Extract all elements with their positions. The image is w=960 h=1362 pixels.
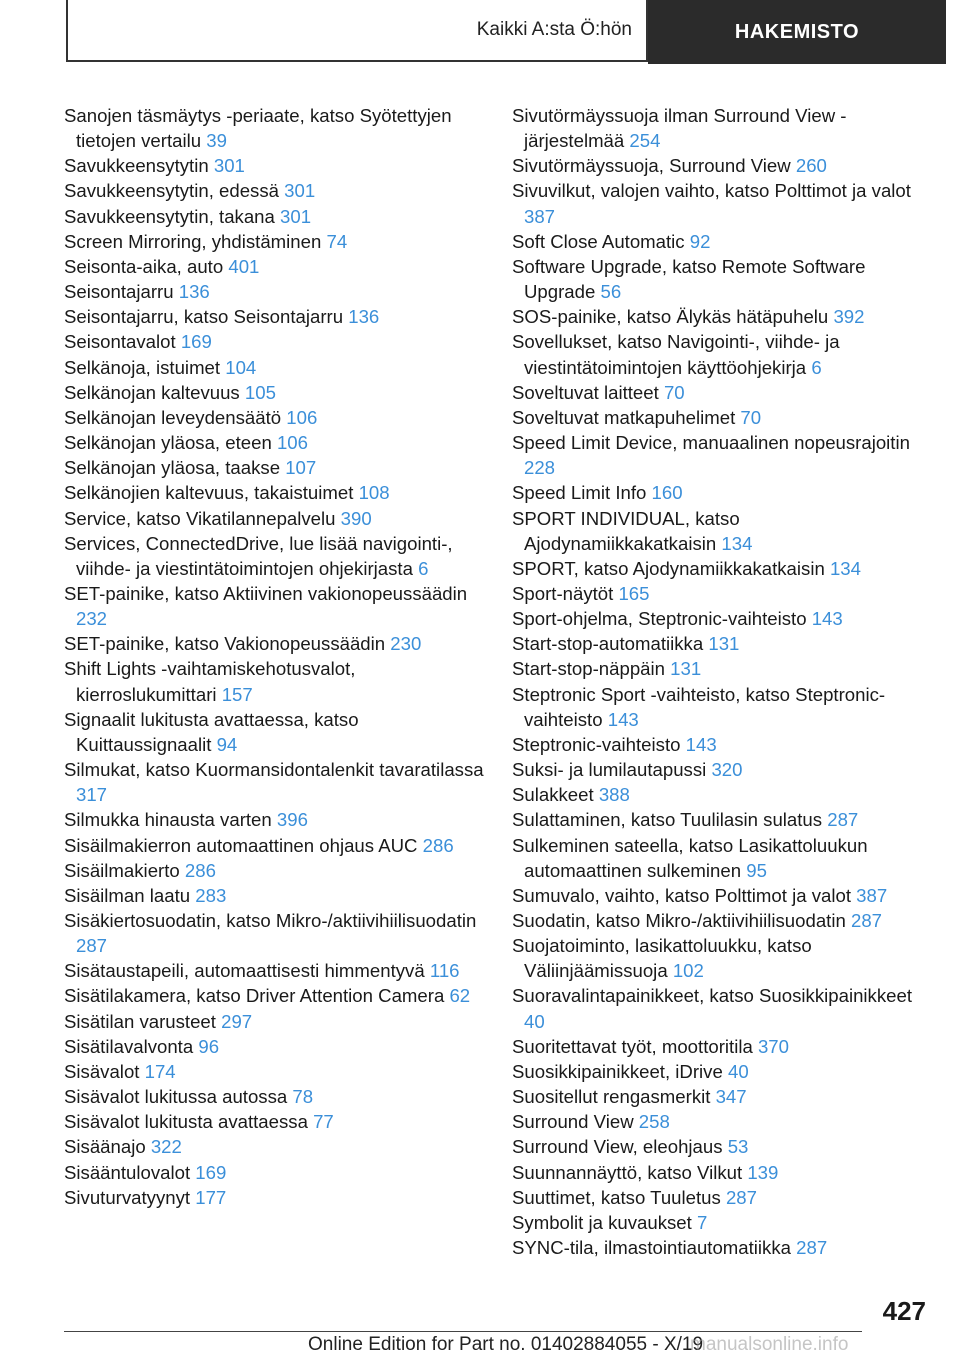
index-entry [64,506,484,531]
index-entry-term: Sivuturvatyynyt [64,1186,191,1208]
index-entry-term: Services, ConnectedDrive, lue lisää navigointi-, viihde- ja viestintätoimintojen ohjekirjasta [64,532,453,579]
index-entry [64,1034,484,1059]
index-entry-term: Software Upgrade, katso Remote Software Upgrade [512,255,866,303]
page-reference-link[interactable]: 134 [721,532,753,554]
index-entry [512,656,932,681]
index-entry [64,1084,484,1109]
index-entry [64,304,484,329]
index-entry-term: Sisätilavalvonta [64,1035,194,1057]
index-entry-term: Suoravalintapainikkeet, katso Suosikkipainikkeet [512,985,912,1007]
index-entry-term: Steptronic-vaihteisto [512,733,681,755]
index-entry [512,1210,932,1235]
index-entry [512,556,932,581]
index-entry-term: Sivuvilkut, valojen vaihto, katso Polttimot ja valot [512,180,911,202]
page-reference-link[interactable]: 70 [663,381,685,403]
page-reference-link[interactable]: 160 [651,482,683,504]
index-entry [512,103,932,153]
page-reference-link[interactable]: 77 [313,1111,334,1133]
index-entry [512,1109,932,1134]
page-reference-link[interactable]: 387 [856,884,888,906]
index-entry-term: SPORT, katso Ajodynamiikkakatkaisin [512,557,825,579]
index-entry [64,430,484,455]
index-entry [512,329,932,379]
page-reference-link[interactable]: 301 [213,155,245,177]
index-entry [512,1059,932,1084]
index-entry [512,833,932,883]
index-entry [512,229,932,254]
index-entry-term: Start-stop-automatiikka [512,633,704,655]
index-entry-term: Selkänojien kaltevuus, takaistuimet [64,482,354,504]
index-column-right [512,103,932,1260]
index-entry [512,682,932,732]
index-entry [64,833,484,858]
index-entry [512,506,932,556]
page-reference-link[interactable]: 136 [178,281,210,303]
page-reference-link[interactable]: 95 [746,859,767,881]
index-entry [64,883,484,908]
index-entry-term: Suksi- ja lumilautapussi [512,759,707,781]
index-column-left [64,103,484,1210]
index-entry-term: SOS-painike, katso Älykäs hätäpuhelu [512,306,829,328]
index-entry [512,304,932,329]
index-entry-term: Sovellukset, katso Navigointi-, viihde- ja viestintätoimintojen käyttöohjekirja [512,331,840,378]
page-reference-link[interactable]: 287 [76,935,108,957]
index-entry [64,1134,484,1159]
page-reference-link[interactable]: 39 [206,130,227,152]
index-entry [64,153,484,178]
page-reference-link[interactable]: 107 [285,457,317,479]
page-reference-link[interactable]: 78 [292,1086,314,1108]
tab-index[interactable]: HAKEMISTO [648,0,946,64]
page-reference-link[interactable]: 94 [216,733,238,755]
index-entry [512,908,932,933]
page-reference-link[interactable]: 260 [795,155,827,177]
page-reference-link[interactable]: 232 [76,608,108,630]
page-reference-link[interactable]: 131 [708,633,740,655]
page-reference-link[interactable]: 228 [524,457,556,479]
page-reference-link[interactable]: 390 [340,507,372,529]
page-reference-link[interactable]: 70 [740,406,762,428]
index-entry-term: Sisääntulovalot [64,1161,191,1183]
index-entry [512,631,932,656]
index-entry [512,883,932,908]
index-entry-term: Start-stop-näppäin [512,658,665,680]
index-entry [64,656,484,706]
index-entry [512,757,932,782]
index-entry-term: Seisontajarru, katso Seisontajarru [64,306,344,328]
page-reference-link[interactable]: 6 [418,557,429,579]
index-entry [512,1034,932,1059]
page-reference-link[interactable]: 169 [180,331,212,353]
index-entry [64,858,484,883]
page-reference-link[interactable]: 287 [827,809,859,831]
index-entry-term: Sisätilan varusteet [64,1010,216,1032]
index-entry [512,380,932,405]
index-entry-term: Service, katso Vikatilannepalvelu [64,507,336,529]
index-entry-term: Sport-näytöt [512,582,614,604]
page-reference-link[interactable]: 134 [829,557,861,579]
index-entry [64,455,484,480]
index-entry-term: SPORT INDIVIDUAL, katso Ajodynamiikkakatkaisin [512,507,740,554]
page-reference-link[interactable]: 139 [747,1161,779,1183]
page-reference-link[interactable]: 105 [244,381,276,403]
index-entry-term: SYNC-tila, ilmastointiautomatiikka [512,1237,791,1259]
index-entry-term: Soft Close Automatic [512,230,685,252]
index-entry [64,807,484,832]
tab-all-a-to-z[interactable]: Kaikki A:sta Ö:hön [66,0,648,62]
index-entry-term: Sulattaminen, katso Tuulilasin sulatus [512,809,823,831]
index-entry [64,983,484,1008]
index-entry-term: Soveltuvat matkapuhelimet [512,406,736,428]
header-tabs [66,0,946,64]
index-entry-term: Surround View [512,1111,634,1133]
page-reference-link[interactable]: 40 [728,1060,749,1082]
page-reference-link[interactable]: 283 [195,884,227,906]
page-reference-link[interactable]: 347 [715,1086,747,1108]
page-reference-link[interactable]: 56 [600,281,622,303]
index-entry-term: Savukkeensytytin [64,155,209,177]
index-entry-term: Sisäilmakierto [64,859,180,881]
index-entry [64,178,484,203]
page-reference-link[interactable]: 143 [607,708,639,730]
index-entry-term: Savukkeensytytin, takana [64,205,275,227]
page-reference-link[interactable]: 317 [76,784,108,806]
page-reference-link[interactable]: 320 [711,759,743,781]
index-entry [512,807,932,832]
index-entry-term: SET-painike, katso Aktiivinen vakionopeussäädin [64,582,468,604]
page-reference-link[interactable]: 254 [629,130,661,152]
index-entry-term: Sisävalot lukitussa autossa [64,1086,288,1108]
page-reference-link[interactable]: 401 [228,255,260,277]
page-reference-link[interactable]: 62 [449,985,471,1007]
page-reference-link[interactable]: 108 [358,482,390,504]
index-entry [512,1235,932,1260]
index-entry [64,631,484,656]
index-entry-term: Selkänojan yläosa, eteen [64,432,272,454]
index-entry-term: Sisäkiertosuodatin, katso Mikro-/aktiivihiilisuodatin [64,910,477,931]
index-entry-term: Suuttimet, katso Tuuletus [512,1186,721,1208]
index-entry-term: Sulkeminen sateella, katso Lasikattoluukun automaattinen sulkeminen [512,834,868,881]
index-entry [512,430,932,480]
index-entry [512,1134,932,1159]
page-reference-link[interactable]: 7 [697,1211,708,1233]
page-reference-link[interactable]: 396 [276,809,308,831]
index-entry [512,933,932,983]
index-entry-term: Savukkeensytytin, edessä [64,180,279,202]
index-entry-term: Sulakkeet [512,784,594,806]
index-entry [64,1009,484,1034]
page-reference-link[interactable]: 106 [276,432,308,454]
index-entry-term: Sport-ohjelma, Steptronic-vaihteisto [512,608,807,630]
index-entry [512,254,932,304]
index-entry-term: Seisontavalot [64,331,176,353]
index-entry-term: Suoritettavat työt, moottoritila [512,1035,753,1057]
page-reference-link[interactable]: 6 [811,356,822,378]
page-reference-link[interactable]: 165 [618,582,650,604]
index-entry-term: Suunnannäyttö, katso Vilkut [512,1161,743,1183]
index-entry-term: Suojatoiminto, lasikattoluukku, katso Väliinjäämissuoja [512,935,812,982]
page-reference-link[interactable]: 392 [833,306,865,328]
page-reference-link[interactable]: 287 [850,910,883,931]
index-entry [512,178,932,228]
index-entry-term: Sisävalot lukitusta avattaessa [64,1111,308,1133]
index-entry [64,279,484,304]
index-entry [64,229,484,254]
index-entry [512,1084,932,1109]
index-entry [64,254,484,279]
page-reference-link[interactable]: 169 [195,1161,227,1183]
index-entry [512,606,932,631]
index-entry-term: Suodatin, katso Mikro-/aktiivihiilisuodatin [512,910,846,931]
index-entry [64,581,484,631]
index-entry [512,405,932,430]
page-reference-link[interactable]: 287 [796,1237,828,1259]
page-reference-link[interactable]: 297 [221,1010,253,1032]
page-reference-link[interactable]: 230 [390,633,422,655]
index-entry-term: Signaalit lukitusta avattaessa, katso Kuittaussignaalit [64,708,359,755]
index-entry-term: Speed Limit Device, manuaalinen nopeusrajoitin [512,432,910,454]
index-entry-term: Steptronic Sport -vaihteisto, katso Steptronic-vaihteisto [512,683,886,730]
page-reference-link[interactable]: 388 [598,784,630,806]
page-reference-link[interactable]: 53 [727,1136,749,1158]
page-reference-link[interactable]: 92 [689,230,711,252]
index-entry [64,908,484,958]
index-entry [512,581,932,606]
index-entry-term: Silmukka hinausta varten [64,809,272,831]
page-reference-link[interactable]: 174 [144,1060,176,1082]
page-reference-link[interactable]: 143 [811,608,843,630]
index-entry [512,1185,932,1210]
page-reference-link[interactable]: 322 [150,1136,182,1158]
index-entry-term: Sisätilakamera, katso Driver Attention Camera [64,985,445,1007]
index-entry-term: Shift Lights -vaihtamiskehotusvalot, kierroslukumittari [64,658,356,705]
index-entry [64,103,484,153]
index-entry-term: Sisäilman laatu [64,884,191,906]
page-reference-link[interactable]: 106 [286,406,318,428]
index-entry [64,1160,484,1185]
page-reference-link[interactable]: 74 [326,230,348,252]
index-entry [64,531,484,581]
index-entry-term: Seisontajarru [64,281,174,303]
page-reference-link[interactable]: 104 [225,356,257,378]
page-reference-link[interactable]: 286 [184,859,216,881]
index-entry-term: Sivutörmäyssuoja ilman Surround View -järjestelmää [512,105,847,152]
footer-divider [64,1331,862,1332]
index-entry [512,480,932,505]
index-entry-term: Symbolit ja kuvaukset [512,1211,692,1233]
index-entry-term: Sisäänajo [64,1136,146,1158]
index-entry [64,1109,484,1134]
index-entry-term: Speed Limit Info [512,482,647,504]
index-entry [64,1185,484,1210]
page-reference-link[interactable]: 96 [198,1035,220,1057]
index-entry-term: Sanojen täsmäytys -periaate, katso Syötettyjen tietojen vertailu [64,105,452,152]
page-reference-link[interactable]: 301 [280,205,312,227]
index-entry-term: Selkänojan leveydensäätö [64,406,282,428]
page-reference-link[interactable]: 102 [672,960,704,982]
index-entry-term: Screen Mirroring, yhdistäminen [64,230,322,252]
page-reference-link[interactable]: 258 [638,1111,670,1133]
index-entry-term: Suositellut rengasmerkit [512,1086,711,1108]
index-entry [512,983,932,1033]
page-reference-link[interactable]: 286 [422,834,454,856]
page-reference-link[interactable]: 301 [284,180,316,202]
page-reference-link[interactable]: 131 [670,658,702,680]
index-entry [512,153,932,178]
page-reference-link[interactable]: 116 [429,960,460,982]
index-entry-term: Silmukat, katso Kuormansidontalenkit tavaratilassa [64,759,484,781]
watermark: manualsonline.info [690,1334,849,1355]
index-entry-term: Seisonta-aika, auto [64,255,224,277]
page-reference-link[interactable]: 143 [685,733,717,755]
index-entry [512,782,932,807]
page-reference-link[interactable]: 157 [221,683,253,705]
index-entry-term: Selkänojan kaltevuus [64,381,240,403]
index-entry-term: Surround View, eleohjaus [512,1136,723,1158]
index-entry [64,1059,484,1084]
page-reference-link[interactable]: 40 [524,1010,545,1032]
index-entry [64,958,484,983]
page-reference-link[interactable]: 177 [195,1186,227,1208]
index-entry-term: Selkänoja, istuimet [64,356,221,378]
index-entry-term: Sisäilmakierron automaattinen ohjaus AUC [64,834,418,856]
index-entry [64,707,484,757]
page-reference-link[interactable]: 370 [757,1035,789,1057]
index-entry [512,732,932,757]
page-reference-link[interactable]: 136 [348,306,380,328]
index-entry [64,480,484,505]
edition-text: Online Edition for Part no. 01402884055 - X/19 [308,1334,704,1355]
index-entry-term: Selkänojan yläosa, taakse [64,457,281,479]
index-entry [64,355,484,380]
index-entry [64,405,484,430]
index-entry [64,757,484,807]
index-entry-term: Sumuvalo, vaihto, katso Polttimot ja valot [512,884,851,906]
index-entry-term: Soveltuvat laitteet [512,381,659,403]
index-entry-term: SET-painike, katso Vakionopeussäädin [64,633,386,655]
page-reference-link[interactable]: 387 [524,205,556,227]
page-number: 427 [882,1296,926,1326]
index-entry [64,204,484,229]
index-entry-term: Sisätaustapeili, automaattisesti himmentyvä [64,960,425,982]
index-entry [512,1160,932,1185]
index-entry [64,380,484,405]
index-entry-term: Sivutörmäyssuoja, Surround View [512,155,791,177]
index-entry-term: Suosikkipainikkeet, iDrive [512,1060,723,1082]
index-entry-term: Sisävalot [64,1060,140,1082]
page-reference-link[interactable]: 287 [725,1186,757,1208]
index-entry [64,329,484,354]
